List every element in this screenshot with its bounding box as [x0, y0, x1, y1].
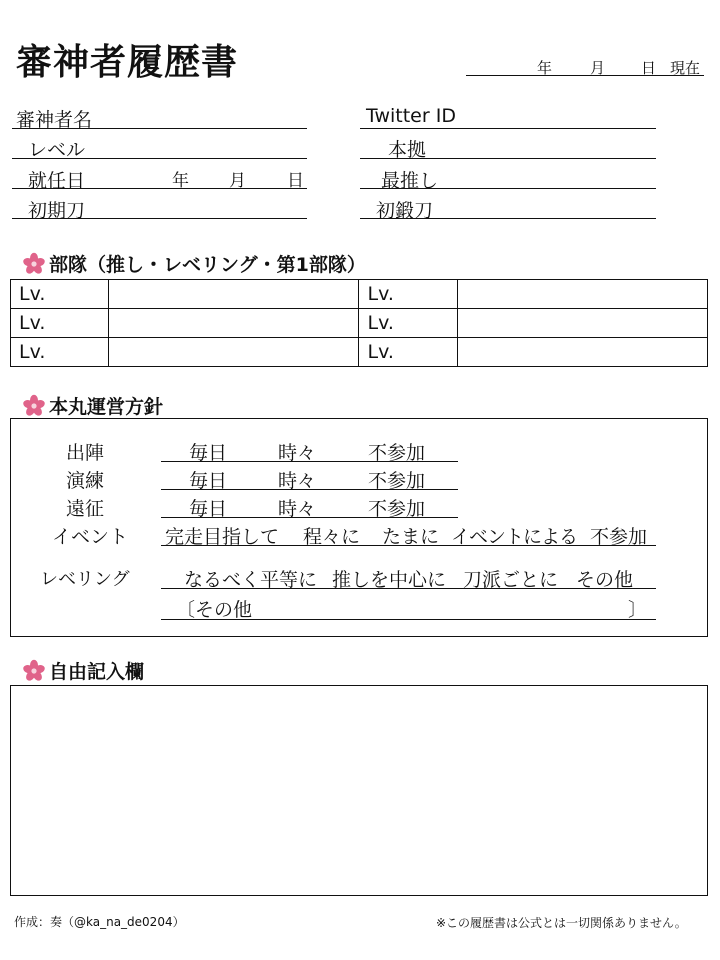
appointment-month-label: 月	[229, 171, 246, 191]
party-row	[11, 280, 708, 309]
policy-label-sortie: 出陣	[66, 442, 105, 464]
policy-underline	[161, 489, 458, 490]
free-heading-text: 自由記入欄	[49, 661, 145, 683]
party-name-cell[interactable]	[458, 309, 708, 338]
party-table	[10, 279, 708, 367]
policy-option[interactable]: 不参加	[368, 470, 426, 492]
cherry-blossom-icon	[22, 659, 46, 683]
saniwa-name-label: 審神者名	[16, 109, 93, 131]
party-lv-label: Lv.	[359, 280, 458, 309]
policy-option[interactable]: イベントによる	[451, 526, 578, 548]
party-name-cell[interactable]	[108, 338, 359, 367]
twitter-id-label: Twitter ID	[366, 105, 456, 127]
base-field[interactable]	[360, 158, 656, 159]
date-year-label: 年	[537, 59, 553, 77]
party-row	[11, 309, 708, 338]
party-lv-label: Lv.	[359, 309, 458, 338]
date-day-label: 日	[641, 59, 657, 77]
first-forged-field[interactable]	[360, 218, 656, 219]
party-name-cell[interactable]	[108, 280, 359, 309]
party-lv-label: Lv.	[359, 338, 458, 367]
other-close-bracket: 〕	[628, 599, 648, 621]
date-as-of-label: 現在	[670, 59, 701, 77]
party-name-cell[interactable]	[458, 280, 708, 309]
free-heading	[22, 657, 144, 684]
policy-option[interactable]: 毎日	[189, 498, 228, 520]
party-lv-label: Lv.	[11, 309, 109, 338]
author-credit: 作成：奏（@ka_na_de0204）	[14, 915, 185, 929]
policy-option[interactable]: なるべく平等に	[184, 569, 318, 591]
appointment-date-field[interactable]	[12, 188, 307, 189]
base-label: 本拠	[388, 139, 427, 161]
policy-option[interactable]: 刀派ごとに	[463, 569, 559, 591]
appointment-year-label: 年	[172, 171, 189, 191]
policy-option[interactable]: 不参加	[590, 526, 648, 548]
disclaimer: ※この履歴書は公式とは一切関係ありません。	[436, 916, 687, 930]
level-label: レベル	[28, 139, 86, 161]
policy-option[interactable]: 毎日	[189, 442, 228, 464]
initial-sword-field[interactable]	[12, 218, 307, 219]
policy-underline	[161, 461, 458, 462]
twitter-id-field[interactable]	[360, 128, 656, 129]
appointment-date-label: 就任日	[28, 170, 86, 192]
party-heading	[22, 250, 366, 277]
policy-heading-text: 本丸運営方針	[49, 396, 164, 418]
policy-label-event: イベント	[52, 526, 129, 548]
party-row	[11, 338, 708, 367]
policy-label-leveling: レベリング	[40, 569, 130, 590]
other-open-bracket: 〔その他	[176, 599, 253, 621]
policy-option[interactable]: 時々	[278, 470, 317, 492]
favorite-label: 最推し	[381, 170, 439, 192]
party-name-cell[interactable]	[458, 338, 708, 367]
policy-option[interactable]: 程々に	[303, 526, 361, 548]
policy-option[interactable]: たまに	[382, 526, 440, 548]
saniwa-name-field[interactable]	[12, 128, 307, 129]
policy-option[interactable]: その他	[576, 569, 634, 591]
date-field[interactable]	[466, 75, 704, 76]
policy-option[interactable]: 不参加	[368, 442, 426, 464]
policy-underline	[161, 517, 458, 518]
policy-option[interactable]: 時々	[278, 442, 317, 464]
policy-option[interactable]: 推しを中心に	[332, 569, 447, 591]
first-forged-label: 初鍛刀	[376, 200, 434, 222]
date-month-label: 月	[590, 59, 606, 77]
cherry-blossom-icon	[22, 252, 46, 276]
party-lv-label: Lv.	[11, 280, 109, 309]
policy-option[interactable]: 時々	[278, 498, 317, 520]
policy-underline	[161, 588, 656, 589]
level-field[interactable]	[12, 158, 307, 159]
policy-option[interactable]: 不参加	[368, 498, 426, 520]
policy-option[interactable]: 完走目指して	[165, 526, 280, 548]
favorite-field[interactable]	[360, 188, 656, 189]
cherry-blossom-icon	[22, 394, 46, 418]
initial-sword-label: 初期刀	[28, 200, 86, 222]
other-field[interactable]	[161, 619, 656, 620]
policy-underline	[161, 545, 656, 546]
party-name-cell[interactable]	[108, 309, 359, 338]
page-title: 審神者履歴書	[16, 42, 239, 83]
policy-label-practice: 演練	[66, 470, 105, 492]
appointment-day-label: 日	[287, 171, 304, 191]
policy-label-expedition: 遠征	[66, 498, 105, 520]
free-entry-box[interactable]	[10, 685, 708, 896]
policy-heading	[22, 392, 163, 419]
policy-option[interactable]: 毎日	[189, 470, 228, 492]
party-heading-text: 部隊（推し・レベリング・第1部隊）	[49, 254, 366, 276]
party-lv-label: Lv.	[11, 338, 109, 367]
